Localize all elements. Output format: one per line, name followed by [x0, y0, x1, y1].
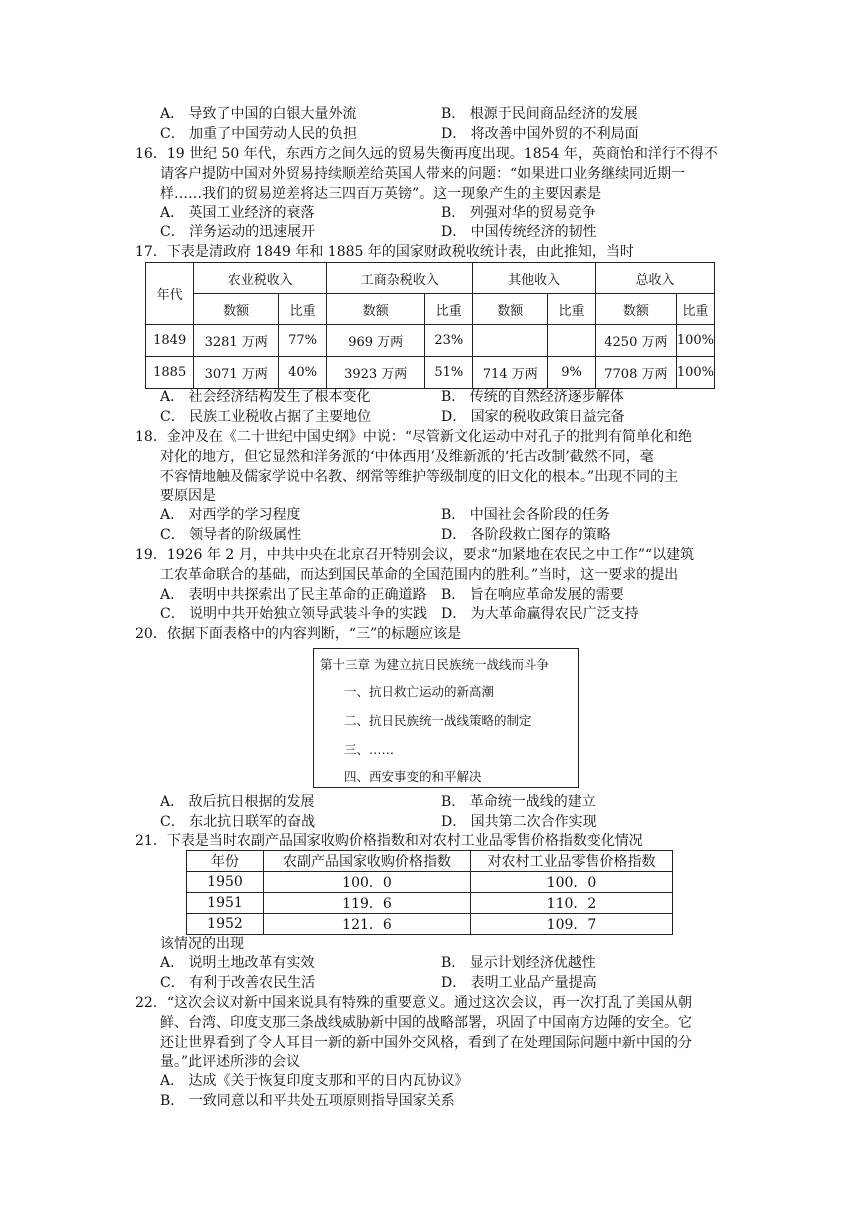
q18-option-c: C． 领导者的阶级属性: [160, 527, 302, 543]
q19-option-d: D． 为大革命赢得农民广泛支持: [441, 606, 639, 622]
q17-stem: 17．下表是清政府 1849 年和 1885 年的国家财政税收统计表，由此推知，当时: [135, 244, 634, 260]
q17-option-a: A． 社会经济结构发生了根本变化: [160, 389, 371, 405]
q16-option-c: C． 洋务运动的迅速展开: [160, 224, 316, 240]
cell: 9%: [548, 357, 596, 389]
outline-item: 二、抗日民族统一战线策略的制定: [344, 713, 532, 728]
cell: 100．0: [471, 872, 673, 893]
q15-option-c: C． 加重了中国劳动人民的负担: [160, 126, 358, 142]
cell: 77%: [279, 325, 327, 357]
cell: 1950: [187, 872, 264, 893]
q21-option-c: C． 有利于改善农民生活: [160, 975, 316, 991]
q19-option-a: A． 表明中共探索出了民主革命的正确道路: [160, 587, 427, 603]
header-commerce-tax: 工商杂税收入: [327, 263, 473, 294]
q20-option-d: D． 国共第二次合作实现: [441, 814, 597, 830]
chapter-outline-box: [313, 648, 579, 788]
q16-stem-line: 样……我们的贸易逆差将达三四百万英镑”。这一现象产生的主要因素是: [160, 186, 602, 202]
q22-option-a: A． 达成《关于恢复印度支那和平的日内瓦协议》: [160, 1073, 469, 1089]
cell: 4250 万两: [595, 325, 676, 357]
header-year: 年代: [146, 263, 194, 325]
q19-option-b: B． 旨在响应革命发展的需要: [441, 587, 624, 603]
header-agri-tax: 农业税收入: [194, 263, 327, 294]
q18-option-b: B． 中国社会各阶段的任务: [441, 507, 610, 523]
cell: 1885: [146, 357, 194, 389]
header-other: 其他收入: [473, 263, 596, 294]
q18-stem-line: 18．金冲及在《二十世纪中国史纲》中说：“尽管新文化运动中对孔子的批判有简单化和绝: [135, 429, 692, 445]
cell: 40%: [279, 357, 327, 389]
subheader-ratio: 比重: [425, 294, 473, 325]
cell: 1951: [187, 893, 264, 914]
q21-option-b: B． 显示计划经济优越性: [441, 955, 596, 971]
q22-stem-line: 量。”此评述所涉的会议: [160, 1054, 301, 1070]
q22-stem-line: 还让世界看到了令人耳目一新的新中国外交风格，看到了在处理国际问题中新中国的分: [160, 1035, 692, 1051]
q21-stem: 21．下表是当时农副产品国家收购价格指数和对农村工业品零售价格指数变化情况: [135, 833, 643, 849]
q16-option-d: D． 中国传统经济的韧性: [441, 224, 597, 240]
q15-option-b: B． 根源于民间商品经济的发展: [441, 106, 638, 122]
q15-option-d: D． 将改善中国外贸的不利局面: [441, 126, 639, 142]
q19-stem-line: 工农革命联合的基础，而达到国民革命的全国范围内的胜利。”当时，这一要求的提出: [160, 567, 679, 583]
cell: 110．2: [471, 893, 673, 914]
subheader-ratio: 比重: [676, 294, 714, 325]
q18-stem-line: 要原因是: [160, 488, 216, 504]
table-row: [146, 357, 715, 389]
q16-option-b: B． 列强对华的贸易竞争: [441, 205, 596, 221]
table-row: [187, 893, 673, 914]
cell: [548, 325, 596, 357]
cell: 100．0: [264, 872, 471, 893]
q17-option-b: B． 传统的自然经济逐步解体: [441, 389, 624, 405]
cell: 714 万两: [473, 357, 548, 389]
subheader-ratio: 比重: [279, 294, 327, 325]
cell: 109．7: [471, 914, 673, 935]
q21-after-text: 该情况的出现: [160, 936, 244, 952]
outline-item: 三、……: [344, 742, 395, 757]
q16-option-a: A． 英国工业经济的衰落: [160, 205, 315, 221]
chapter-title: 第十三章 为建立抗日民族统一战线而斗争: [320, 657, 549, 672]
cell: 23%: [425, 325, 473, 357]
cell: 3281 万两: [194, 325, 279, 357]
cell: 100%: [676, 357, 714, 389]
cell: 100%: [676, 325, 714, 357]
q22-stem-line: 22．“这次会议对新中国来说具有特殊的重要意义。通过这次会议，再一次打乱了美国从朝: [135, 995, 692, 1011]
q18-option-d: D． 各阶段救亡图存的策略: [441, 527, 611, 543]
cell: 121．6: [264, 914, 471, 935]
subheader-amount: 数额: [194, 294, 279, 325]
q20-stem: 20．依据下面表格中的内容判断，“三”的标题应该是: [135, 626, 462, 642]
table-row: [187, 914, 673, 935]
q18-stem-line: 不容情地触及儒家学说中名教、纲常等维护等级制度的旧文化的根本。”出现不同的主: [160, 469, 679, 485]
cell: 1849: [146, 325, 194, 357]
cell: 3923 万两: [327, 357, 425, 389]
q18-option-a: A． 对西学的学习程度: [160, 507, 301, 523]
q21-option-a: A． 说明土地改革有实效: [160, 955, 315, 971]
q20-option-c: C． 东北抗日联军的奋战: [160, 814, 316, 830]
table-row: [146, 325, 715, 357]
header-purchase-index: 农副产品国家收购价格指数: [264, 851, 471, 872]
cell: [473, 325, 548, 357]
q16-stem-line: 请客户提防中国对外贸易持续顺差给英国人带来的问题：“如果进口业务继续同近期一: [160, 166, 686, 182]
header-total: 总收入: [595, 263, 714, 294]
q22-option-b: B． 一致同意以和平共处五项原则指导国家关系: [160, 1093, 455, 1109]
q22-stem-line: 鲜、台湾、印度支那三条战线威胁新中国的战略部署，巩固了中国南方边陲的安全。它: [160, 1015, 692, 1031]
price-index-table: [186, 850, 673, 935]
subheader-amount: 数额: [473, 294, 548, 325]
subheader-ratio: 比重: [548, 294, 596, 325]
outline-item: 一、抗日救亡运动的新高潮: [344, 684, 495, 699]
tax-table: [145, 262, 715, 389]
cell: 969 万两: [327, 325, 425, 357]
cell: 7708 万两: [595, 357, 676, 389]
q20-option-a: A． 敌后抗日根据的发展: [160, 794, 315, 810]
q19-option-c: C． 说明中共开始独立领导武装斗争的实践: [160, 606, 428, 622]
q18-stem-line: 对化的地方，但它显然和洋务派的‘中体西用’及维新派的‘托古改制’截然不同，毫: [160, 449, 654, 465]
header-retail-index: 对农村工业品零售价格指数: [471, 851, 673, 872]
cell: 119．6: [264, 893, 471, 914]
cell: 51%: [425, 357, 473, 389]
q15-option-a: A． 导致了中国的白银大量外流: [160, 106, 357, 122]
subheader-amount: 数额: [595, 294, 676, 325]
outline-item: 四、西安事变的和平解决: [344, 769, 482, 784]
header-year: 年份: [187, 851, 264, 872]
q17-option-c: C． 民族工业税收占据了主要地位: [160, 409, 372, 425]
q16-stem-line: 16．19 世纪 50 年代，东西方之间久远的贸易失衡再度出现。1854 年，英商怡和洋行不得不: [135, 146, 718, 162]
table-row: [187, 872, 673, 893]
q19-stem-line: 19．1926 年 2 月，中共中央在北京召开特别会议，要求“加紧地在农民之中工作”“以建筑: [135, 547, 695, 563]
q21-option-d: D． 表明工业品产量提高: [441, 975, 597, 991]
q17-option-d: D． 国家的税收政策日益完备: [441, 409, 625, 425]
q20-option-b: B． 革命统一战线的建立: [441, 794, 596, 810]
cell: 1952: [187, 914, 264, 935]
subheader-amount: 数额: [327, 294, 425, 325]
cell: 3071 万两: [194, 357, 279, 389]
